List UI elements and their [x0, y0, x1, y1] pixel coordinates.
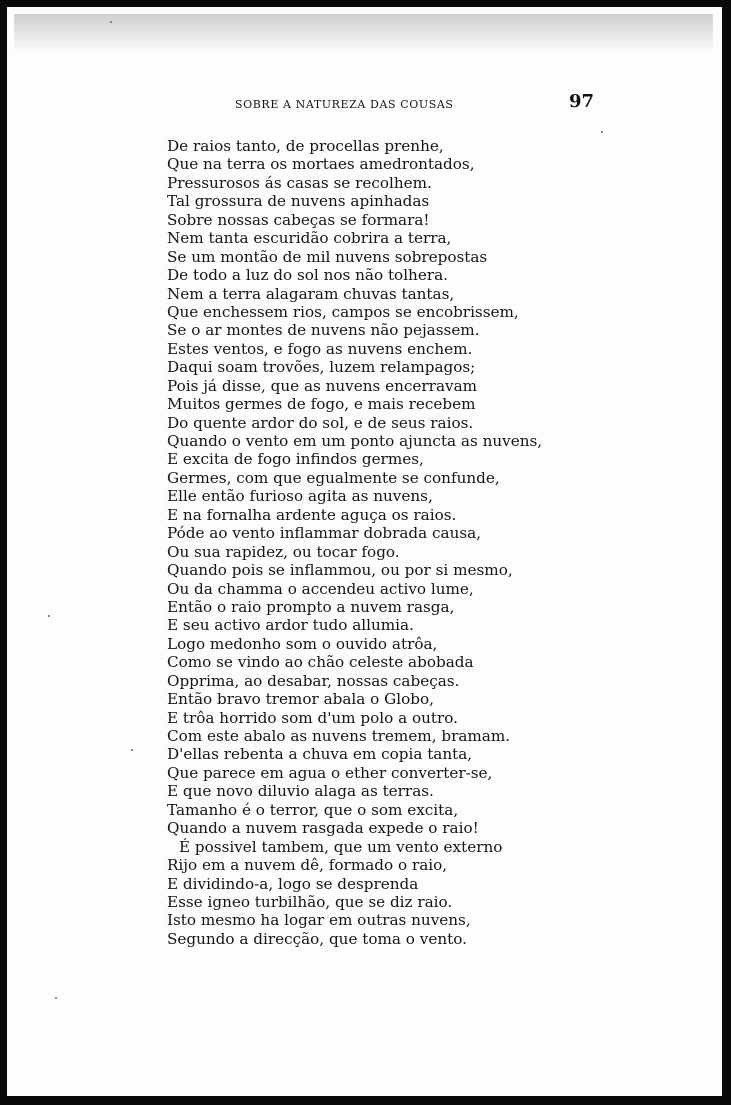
- poem-line: E seu activo ardor tudo allumia.: [167, 616, 414, 635]
- poem-line: Ou da chamma o accendeu activo lume,: [167, 579, 474, 598]
- poem-line: E na fornalha ardente aguça os raios.: [167, 505, 457, 524]
- poem-line: Se um montão de mil nuvens sobrepostas: [167, 247, 488, 266]
- poem-line: Quando o vento em um ponto ajuncta as nuvens,: [167, 432, 543, 450]
- poem-line: Pois já disse, que as nuvens encerravam: [167, 376, 478, 395]
- poem-line: Segundo a direcção, que toma o vento.: [167, 929, 467, 948]
- poem-line: De raios tanto, de procellas prenhe,: [167, 137, 444, 155]
- poem-line: Tal grossura de nuvens apinhadas: [167, 192, 430, 211]
- poem-line: De todo a luz do sol nos não tolhera.: [167, 266, 448, 285]
- poem-line: Do quente ardor do sol, e de seus raios.: [167, 413, 474, 432]
- poem-line: Isto mesmo ha logar em outras nuvens,: [167, 911, 471, 930]
- poem-line: Estes ventos, e fogo as nuvens enchem.: [167, 339, 473, 358]
- poem-line: E trôa horrido som d'um polo a outro.: [167, 708, 458, 727]
- poem-line: Pressurosos ás casas se recolhem.: [167, 173, 432, 192]
- running-title: SOBRE A NATUREZA DAS COUSAS: [235, 98, 454, 111]
- poem-line: Tamanho é o terror, que o som excita,: [167, 800, 459, 819]
- poem-line: Então o raio prompto a nuvem rasga,: [167, 597, 455, 616]
- poem-line: Quando a nuvem rasgada expede o raio!: [167, 819, 479, 838]
- poem-line: D'ellas rebenta a chuva em copia tanta,: [167, 745, 473, 764]
- paper-speck: [55, 997, 57, 999]
- poem-line: Esse igneo turbilhão, que se diz raio.: [167, 892, 453, 911]
- poem-line: E excita de fogo infindos germes,: [167, 450, 424, 469]
- poem-line: Daqui soam trovões, luzem relampagos;: [167, 358, 476, 377]
- poem-line: Então bravo tremor abala o Globo,: [167, 690, 434, 709]
- poem-line: Quando pois se inflammou, ou por si mesmo,: [167, 561, 513, 580]
- paper-speck: [110, 21, 112, 23]
- scan-shadow: [14, 14, 713, 54]
- poem-line: Muitos germes de fogo, e mais recebem: [167, 395, 476, 414]
- poem-text: [167, 137, 547, 948]
- page-number: 97: [569, 91, 595, 112]
- poem-line: Germes, com que egualmente se confunde,: [167, 468, 500, 487]
- poem-line: Logo medonho som o ouvido atrôa,: [167, 634, 438, 653]
- poem-line: Que parece em agua o ether converter-se,: [167, 763, 493, 782]
- poem-line: Opprima, ao desabar, nossas cabeças.: [167, 671, 460, 690]
- poem-line: Como se vindo ao chão celeste abobada: [167, 653, 474, 672]
- poem-line: Nem a terra alagaram chuvas tantas,: [167, 284, 455, 303]
- poem-line: Póde ao vento inflammar dobrada causa,: [167, 524, 482, 543]
- poem-line: É possivel tambem, que um vento externo: [179, 837, 503, 856]
- paper-speck: [131, 749, 133, 751]
- poem-line: E que novo diluvio alaga as terras.: [167, 782, 434, 801]
- poem-line: Elle então furioso agita as nuvens,: [167, 487, 433, 506]
- poem-line: Com este abalo as nuvens tremem, bramam.: [167, 727, 511, 745]
- poem-line: Que na terra os mortaes amedrontados,: [167, 155, 475, 174]
- poem-line: Rijo em a nuvem dê, formado o raio,: [167, 856, 448, 875]
- poem-line: Ou sua rapidez, ou tocar fogo.: [167, 542, 400, 561]
- poem-line: Que enchessem rios, campos se encobrissem,: [167, 302, 519, 321]
- paper-speck: [601, 131, 603, 133]
- paper-speck: [48, 615, 50, 617]
- poem-line: Sobre nossas cabeças se formara!: [167, 210, 430, 229]
- poem-line: E dividindo-a, logo se desprenda: [167, 874, 419, 893]
- poem-line: Nem tanta escuridão cobrira a terra,: [167, 229, 452, 248]
- poem-line: Se o ar montes de nuvens não pejassem.: [167, 321, 480, 340]
